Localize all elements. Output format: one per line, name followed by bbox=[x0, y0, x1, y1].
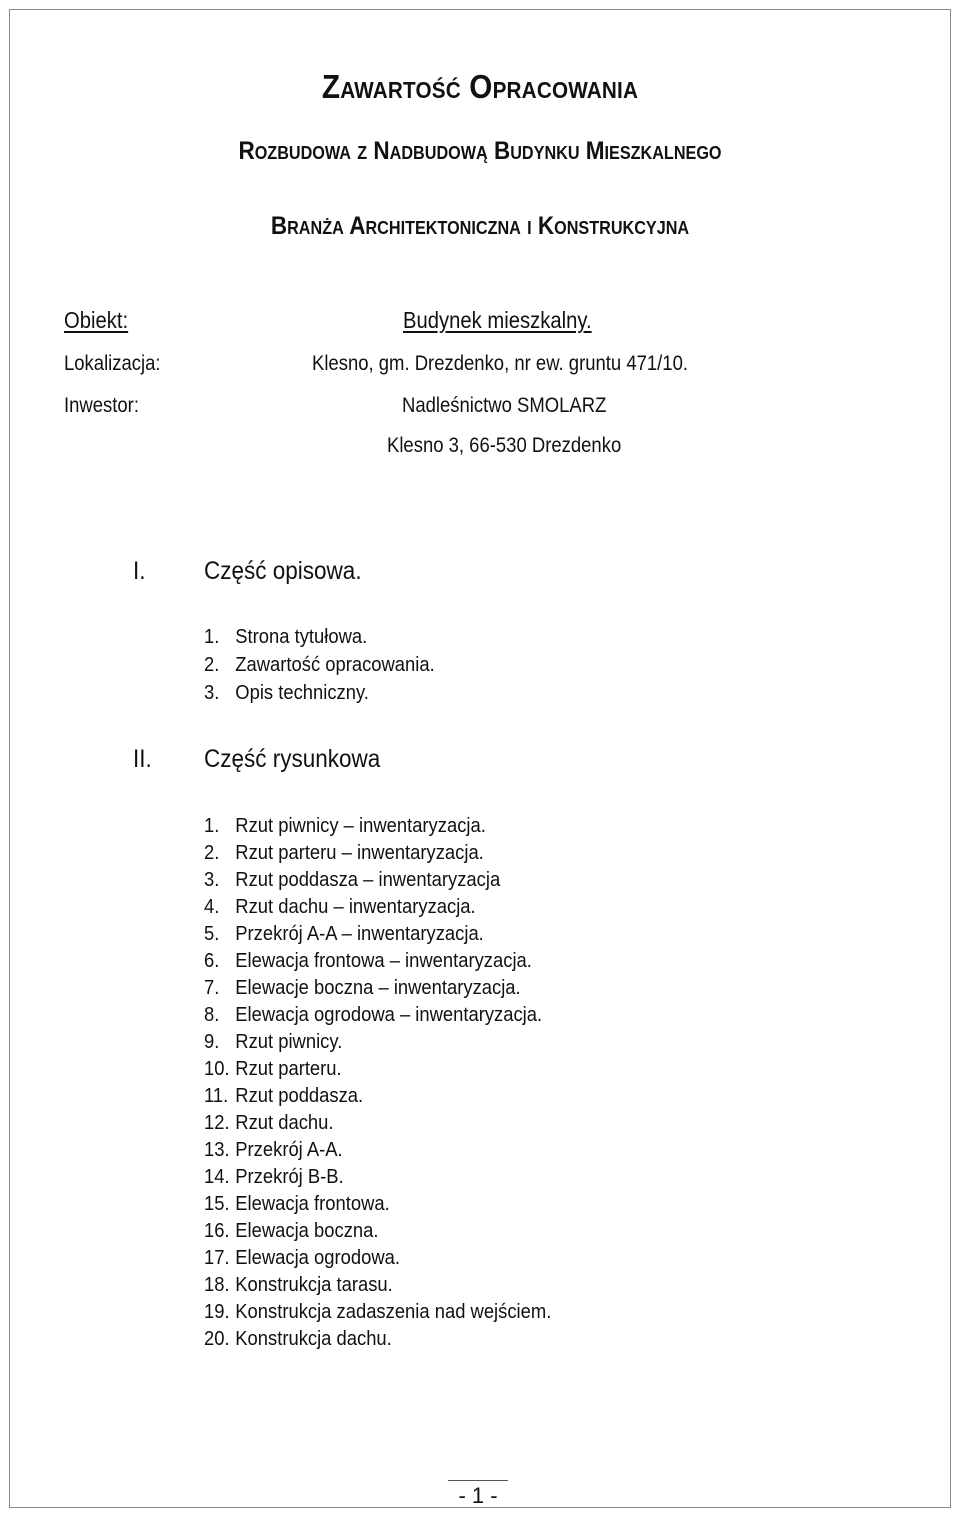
part2-item: 12. Rzut dachu. bbox=[204, 1112, 334, 1134]
part1-numeral: I. bbox=[133, 557, 146, 585]
part2-item: 20. Konstrukcja dachu. bbox=[204, 1328, 392, 1350]
part2-item: 5. Przekrój A-A – inwentaryzacja. bbox=[204, 923, 484, 945]
inwestor-label: Inwestor: bbox=[64, 394, 139, 417]
part2-heading: Część rysunkowa bbox=[204, 745, 381, 773]
part1-heading: Część opisowa. bbox=[204, 557, 362, 585]
inwestor-value: Nadleśnictwo SMOLARZ bbox=[402, 394, 607, 417]
part2-item: 2. Rzut parteru – inwentaryzacja. bbox=[204, 842, 484, 864]
part2-item: 1. Rzut piwnicy – inwentaryzacja. bbox=[204, 815, 486, 837]
part2-item: 14. Przekrój B-B. bbox=[204, 1166, 344, 1188]
part2-item: 9. Rzut piwnicy. bbox=[204, 1031, 343, 1053]
part2-item: 16. Elewacja boczna. bbox=[204, 1220, 379, 1242]
part2-item: 13. Przekrój A-A. bbox=[204, 1139, 343, 1161]
part2-item: 18. Konstrukcja tarasu. bbox=[204, 1274, 393, 1296]
lokalizacja-label: Lokalizacja: bbox=[64, 352, 161, 375]
lokalizacja-value: Klesno, gm. Drezdenko, nr ew. gruntu 471/10. bbox=[312, 352, 688, 375]
part2-item: 19. Konstrukcja zadaszenia nad wejściem. bbox=[204, 1301, 552, 1323]
part2-item: 11. Rzut poddasza. bbox=[204, 1085, 364, 1107]
part2-item: 17. Elewacja ogrodowa. bbox=[204, 1247, 400, 1269]
part2-item: 4. Rzut dachu – inwentaryzacja. bbox=[204, 896, 476, 918]
part1-item: 1. Strona tytułowa. bbox=[204, 626, 368, 648]
obiekt-label: Obiekt: bbox=[64, 307, 129, 333]
part1-item: 3. Opis techniczny. bbox=[204, 682, 369, 704]
document-subtitle: Rozbudowa z Nadbudową Budynku Mieszkalnego bbox=[238, 137, 722, 165]
part2-item: 8. Elewacja ogrodowa – inwentaryzacja. bbox=[204, 1004, 543, 1026]
part2-item: 6. Elewacja frontowa – inwentaryzacja. bbox=[204, 950, 532, 972]
part2-item: 3. Rzut poddasza – inwentaryzacja bbox=[204, 869, 501, 891]
page-number: - 1 - bbox=[448, 1480, 508, 1514]
obiekt-value: Budynek mieszkalny. bbox=[403, 307, 592, 333]
part2-item: 10. Rzut parteru. bbox=[204, 1058, 342, 1080]
part1-item: 2. Zawartość opracowania. bbox=[204, 654, 435, 676]
part2-item: 15. Elewacja frontowa. bbox=[204, 1193, 390, 1215]
document-title: Zawartość Opracowania bbox=[321, 68, 639, 105]
inwestor-address: Klesno 3, 66-530 Drezdenko bbox=[387, 434, 622, 457]
document-branch: Branża Architektoniczna i Konstrukcyjna bbox=[270, 212, 690, 240]
part2-item: 7. Elewacje boczna – inwentaryzacja. bbox=[204, 977, 521, 999]
part2-numeral: II. bbox=[133, 745, 152, 773]
